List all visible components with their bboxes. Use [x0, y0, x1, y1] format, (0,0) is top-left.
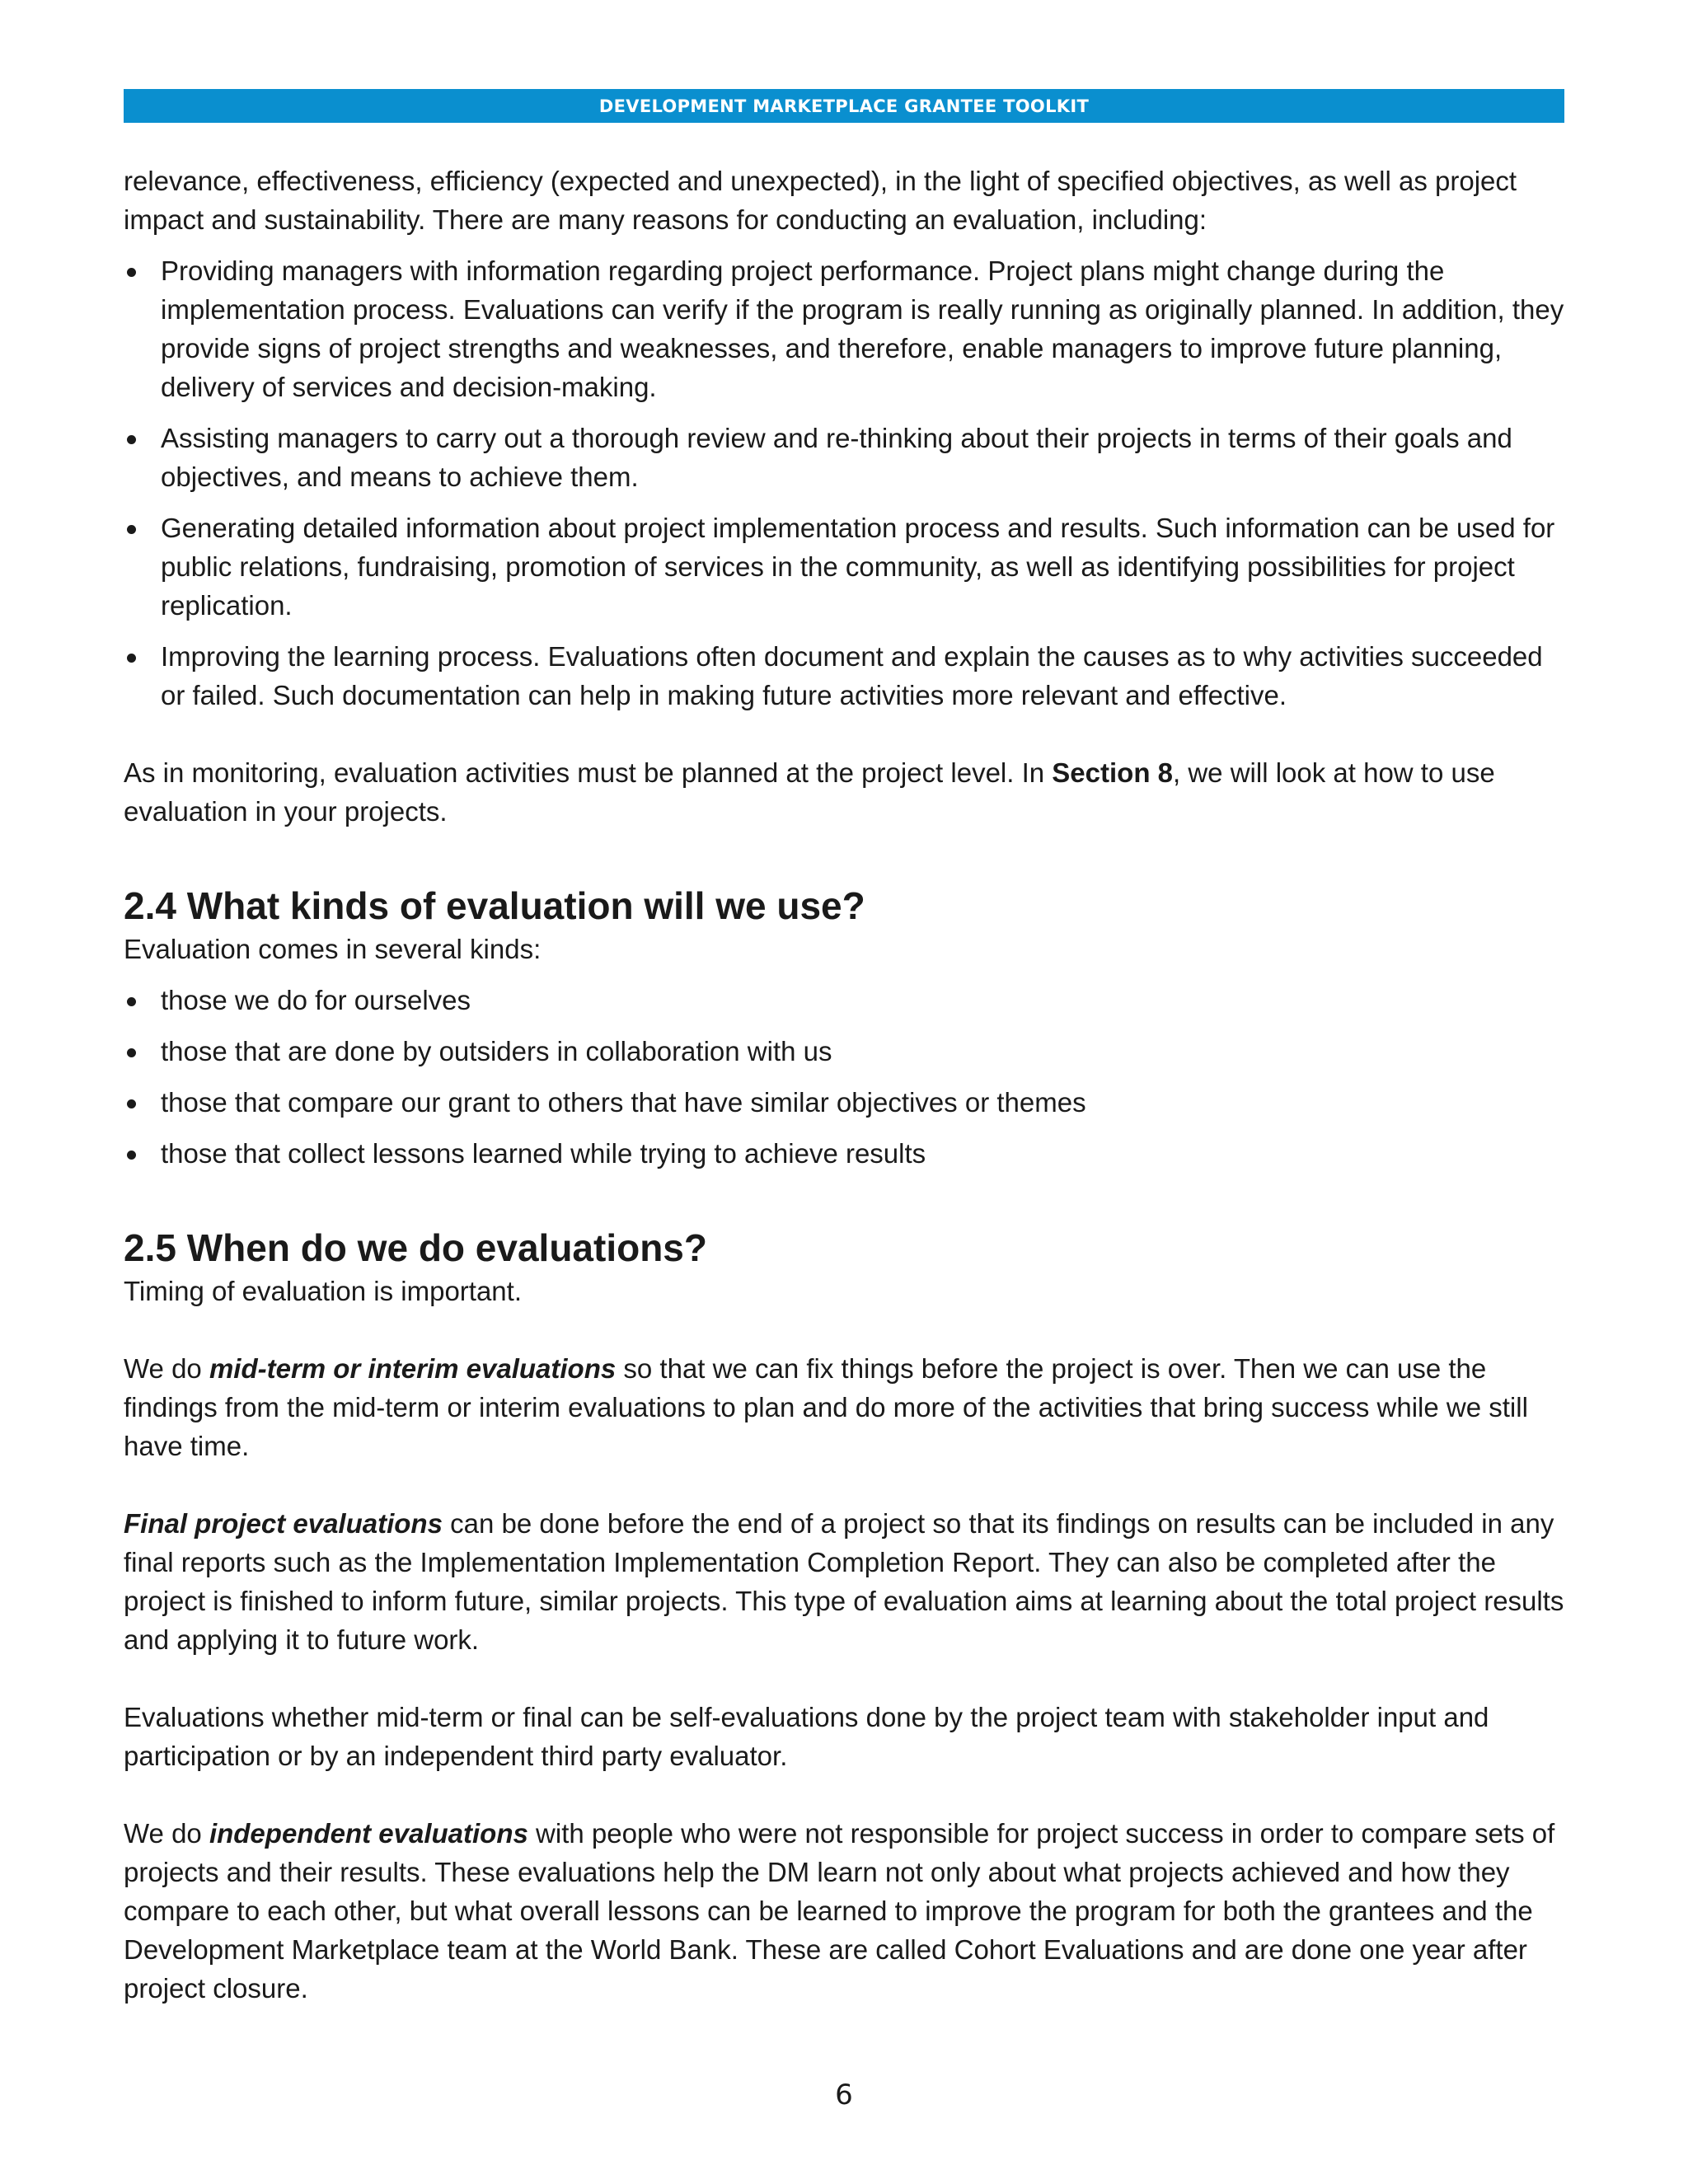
header-title: DEVELOPMENT MARKETPLACE GRANTEE TOOLKIT	[598, 96, 1090, 116]
monitoring-text-start: As in monitoring, evaluation activities must be planned at the project level. In	[124, 757, 1053, 788]
intro-paragraph: relevance, effectiveness, efficiency (expected and unexpected), in the light of specified objectives, as well as project impact and sustainability. There are many reasons for conducting an evaluation, including:	[124, 166, 1517, 235]
bullet-icon	[127, 997, 136, 1006]
bullet-icon	[127, 435, 136, 444]
independent-prefix: We do	[124, 1818, 209, 1849]
final-emphasis: Final project evaluations	[124, 1508, 443, 1539]
bullet-icon	[127, 1048, 136, 1057]
midterm-prefix: We do	[124, 1353, 209, 1384]
section-2-5-lead: Timing of evaluation is important.	[124, 1276, 522, 1306]
page-number: 6	[835, 2079, 853, 2111]
bullet-icon	[127, 268, 136, 277]
monitoring-text-end: , we will look at how to use evaluation in your projects.	[124, 757, 1495, 827]
list-item-text: Generating detailed information about project implementation process and results. Such information can be used for public relations, fundraising, promotion of services in the community, as well as identifying possibilities for project replication.	[161, 513, 1555, 621]
list-item-text: those that collect lessons learned while trying to achieve results	[161, 1138, 926, 1169]
midterm-text: so that we can fix things before the project is over. Then we can use the findings from the mid-term or interim evaluations to plan and do more of the activities that bring success while we still have time.	[124, 1353, 1528, 1461]
list-item-text: Providing managers with information regarding project performance. Project plans might change during the implementation process. Evaluations can verify if the program is really running as originally planned. In addition, they provide signs of project strengths and weaknesses, and therefore, enable managers to improve future planning, delivery of services and decision-making.	[161, 255, 1564, 402]
section-2-4-lead: Evaluation comes in several kinds:	[124, 934, 542, 964]
header-bar	[124, 89, 1564, 123]
section-2-4-heading: 2.4 What kinds of evaluation will we use?	[124, 884, 865, 927]
list-item	[124, 1083, 1566, 1122]
list-item	[124, 251, 1566, 406]
bullet-icon	[127, 1099, 136, 1108]
bullet-icon	[127, 654, 136, 663]
self-evaluation-paragraph: Evaluations whether mid-term or final can be self-evaluations done by the project team with stakeholder input and participation or by an independent third party evaluator.	[124, 1702, 1489, 1771]
independent-emphasis: independent evaluations	[209, 1818, 528, 1849]
list-item	[124, 509, 1566, 625]
list-item-text: Assisting managers to carry out a thorough review and re-thinking about their projects in terms of their goals and objectives, and means to achieve them.	[161, 423, 1512, 492]
list-item-text: those we do for ourselves	[161, 985, 471, 1015]
final-text: can be done before the end of a project so that its findings on results can be included in any final reports such as the Implementation Implementation Completion Report. They can also be completed after the project is finished to inform future, similar projects. This type of evaluation aims at learning about the total project results and applying it to future work.	[124, 1508, 1564, 1655]
midterm-emphasis: mid-term or interim evaluations	[209, 1353, 617, 1384]
list-item-text: those that compare our grant to others that have similar objectives or themes	[161, 1087, 1086, 1118]
evaluation-kinds-list	[124, 981, 1566, 1173]
list-item	[124, 1134, 1566, 1173]
section-2-5-heading: 2.5 When do we do evaluations?	[124, 1226, 707, 1269]
reasons-list	[124, 251, 1566, 715]
independent-paragraph	[124, 1814, 1566, 2008]
list-item	[124, 1032, 1566, 1071]
list-item-text: Improving the learning process. Evaluations often document and explain the causes as to why activities succeeded or failed. Such documentation can help in making future activities more relevant and effective.	[161, 641, 1543, 710]
bullet-icon	[127, 1151, 136, 1160]
list-item-text: those that are done by outsiders in collaboration with us	[161, 1036, 832, 1066]
bullet-icon	[127, 525, 136, 534]
list-item	[124, 419, 1566, 496]
list-item	[124, 981, 1566, 1019]
list-item	[124, 637, 1566, 715]
independent-text: with people who were not responsible for project success in order to compare sets of projects and their results. These evaluations help the DM learn not only about what projects achieved and how they compare to each other, but what overall lessons can be learned to improve the program for both the grantees and the Development Marketplace team at the World Bank. These are called Cohort Evaluations and are done one year after project closure.	[124, 1818, 1555, 2004]
midterm-paragraph	[124, 1349, 1566, 1465]
section-8-reference: Section 8	[1052, 757, 1174, 788]
final-paragraph	[124, 1504, 1566, 1659]
page-content	[124, 162, 1566, 2008]
monitoring-paragraph	[124, 753, 1566, 831]
